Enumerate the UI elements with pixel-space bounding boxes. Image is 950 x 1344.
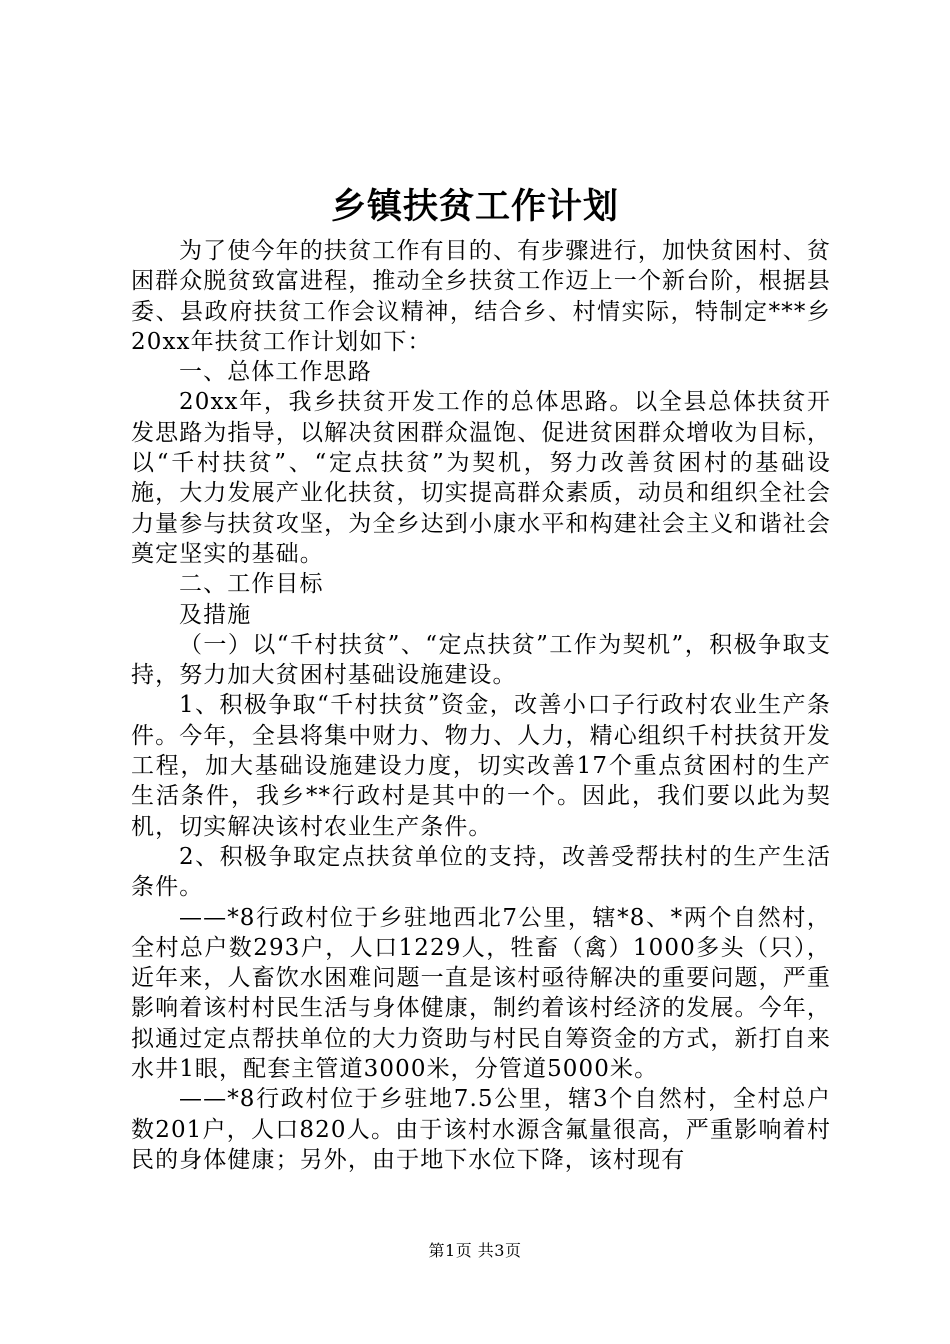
document-title: 乡镇扶贫工作计划	[330, 187, 619, 227]
section-heading-2: 二、工作目标	[179, 571, 324, 598]
subsection-1-heading: （一）以“千村扶贫”、“定点扶贫”工作为契机”，积极争取支持，努力加大贫困村基础设施建设。	[131, 631, 831, 689]
section-1-paragraph: 20xx年，我乡扶贫开发工作的总体思路。以全县总体扶贫开发思路为指导，以解决贫困群众温饱、促进贫困群众增收为目标，以“千村扶贫”、“定点扶贫”为契机，努力改善贫困村的基础设施，大力发展产业化扶贫，切实提高群众素质，动员和组织全社会力量参与扶贫攻坚，为全乡达到小康水平和构建社会主义和谐社会奠定坚实的基础。	[131, 389, 831, 567]
section-heading-2-continued: 及措施	[179, 601, 252, 628]
item-2-paragraph: 2、积极争取定点扶贫单位的支持，改善受帮扶村的生产生活条件。	[131, 843, 831, 901]
village-1-paragraph: ——*8行政村位于乡驻地西北7公里，辖*8、*两个自然村，全村总户数293户，人口1229人，牲畜（禽）1000多头（只），近年来，人畜饮水困难问题一直是该村亟待解决的重要问题，严重影响着该村村民生活与身体健康，制约着该村经济的发展。今年，拟通过定点帮扶单位的大力资助与村民自筹资金的方式，新打自来水井1眼，配套主管道3000米，分管道5000米。	[131, 904, 831, 1083]
page-footer: 第1页 共3页	[428, 1241, 522, 1260]
village-2-paragraph: ——*8行政村位于乡驻地7.5公里，辖3个自然村，全村总户数201户，人口820人。由于该村水源含氟量很高，严重影响着村民的身体健康；另外，由于地下水位下降，该村现有	[131, 1086, 831, 1173]
intro-paragraph: 为了使今年的扶贫工作有目的、有步骤进行，加快贫困村、贫困群众脱贫致富进程，推动全乡扶贫工作迈上一个新台阶，根据县委、县政府扶贫工作会议精神，结合乡、村情实际，特制定***乡20xx年扶贫工作计划如下：	[131, 238, 831, 355]
item-1-paragraph: 1、积极争取“千村扶贫”资金，改善小口子行政村农业生产条件。今年，全县将集中财力、物力、人力，精心组织千村扶贫开发工程，加大基础设施建设力度，切实改善17个重点贫困村的生产生活条件，我乡**行政村是其中的一个。因此，我们要以此为契机，切实解决该村农业生产条件。	[131, 692, 831, 840]
section-heading-1: 一、总体工作思路	[179, 359, 372, 386]
document-body	[131, 236, 831, 1175]
